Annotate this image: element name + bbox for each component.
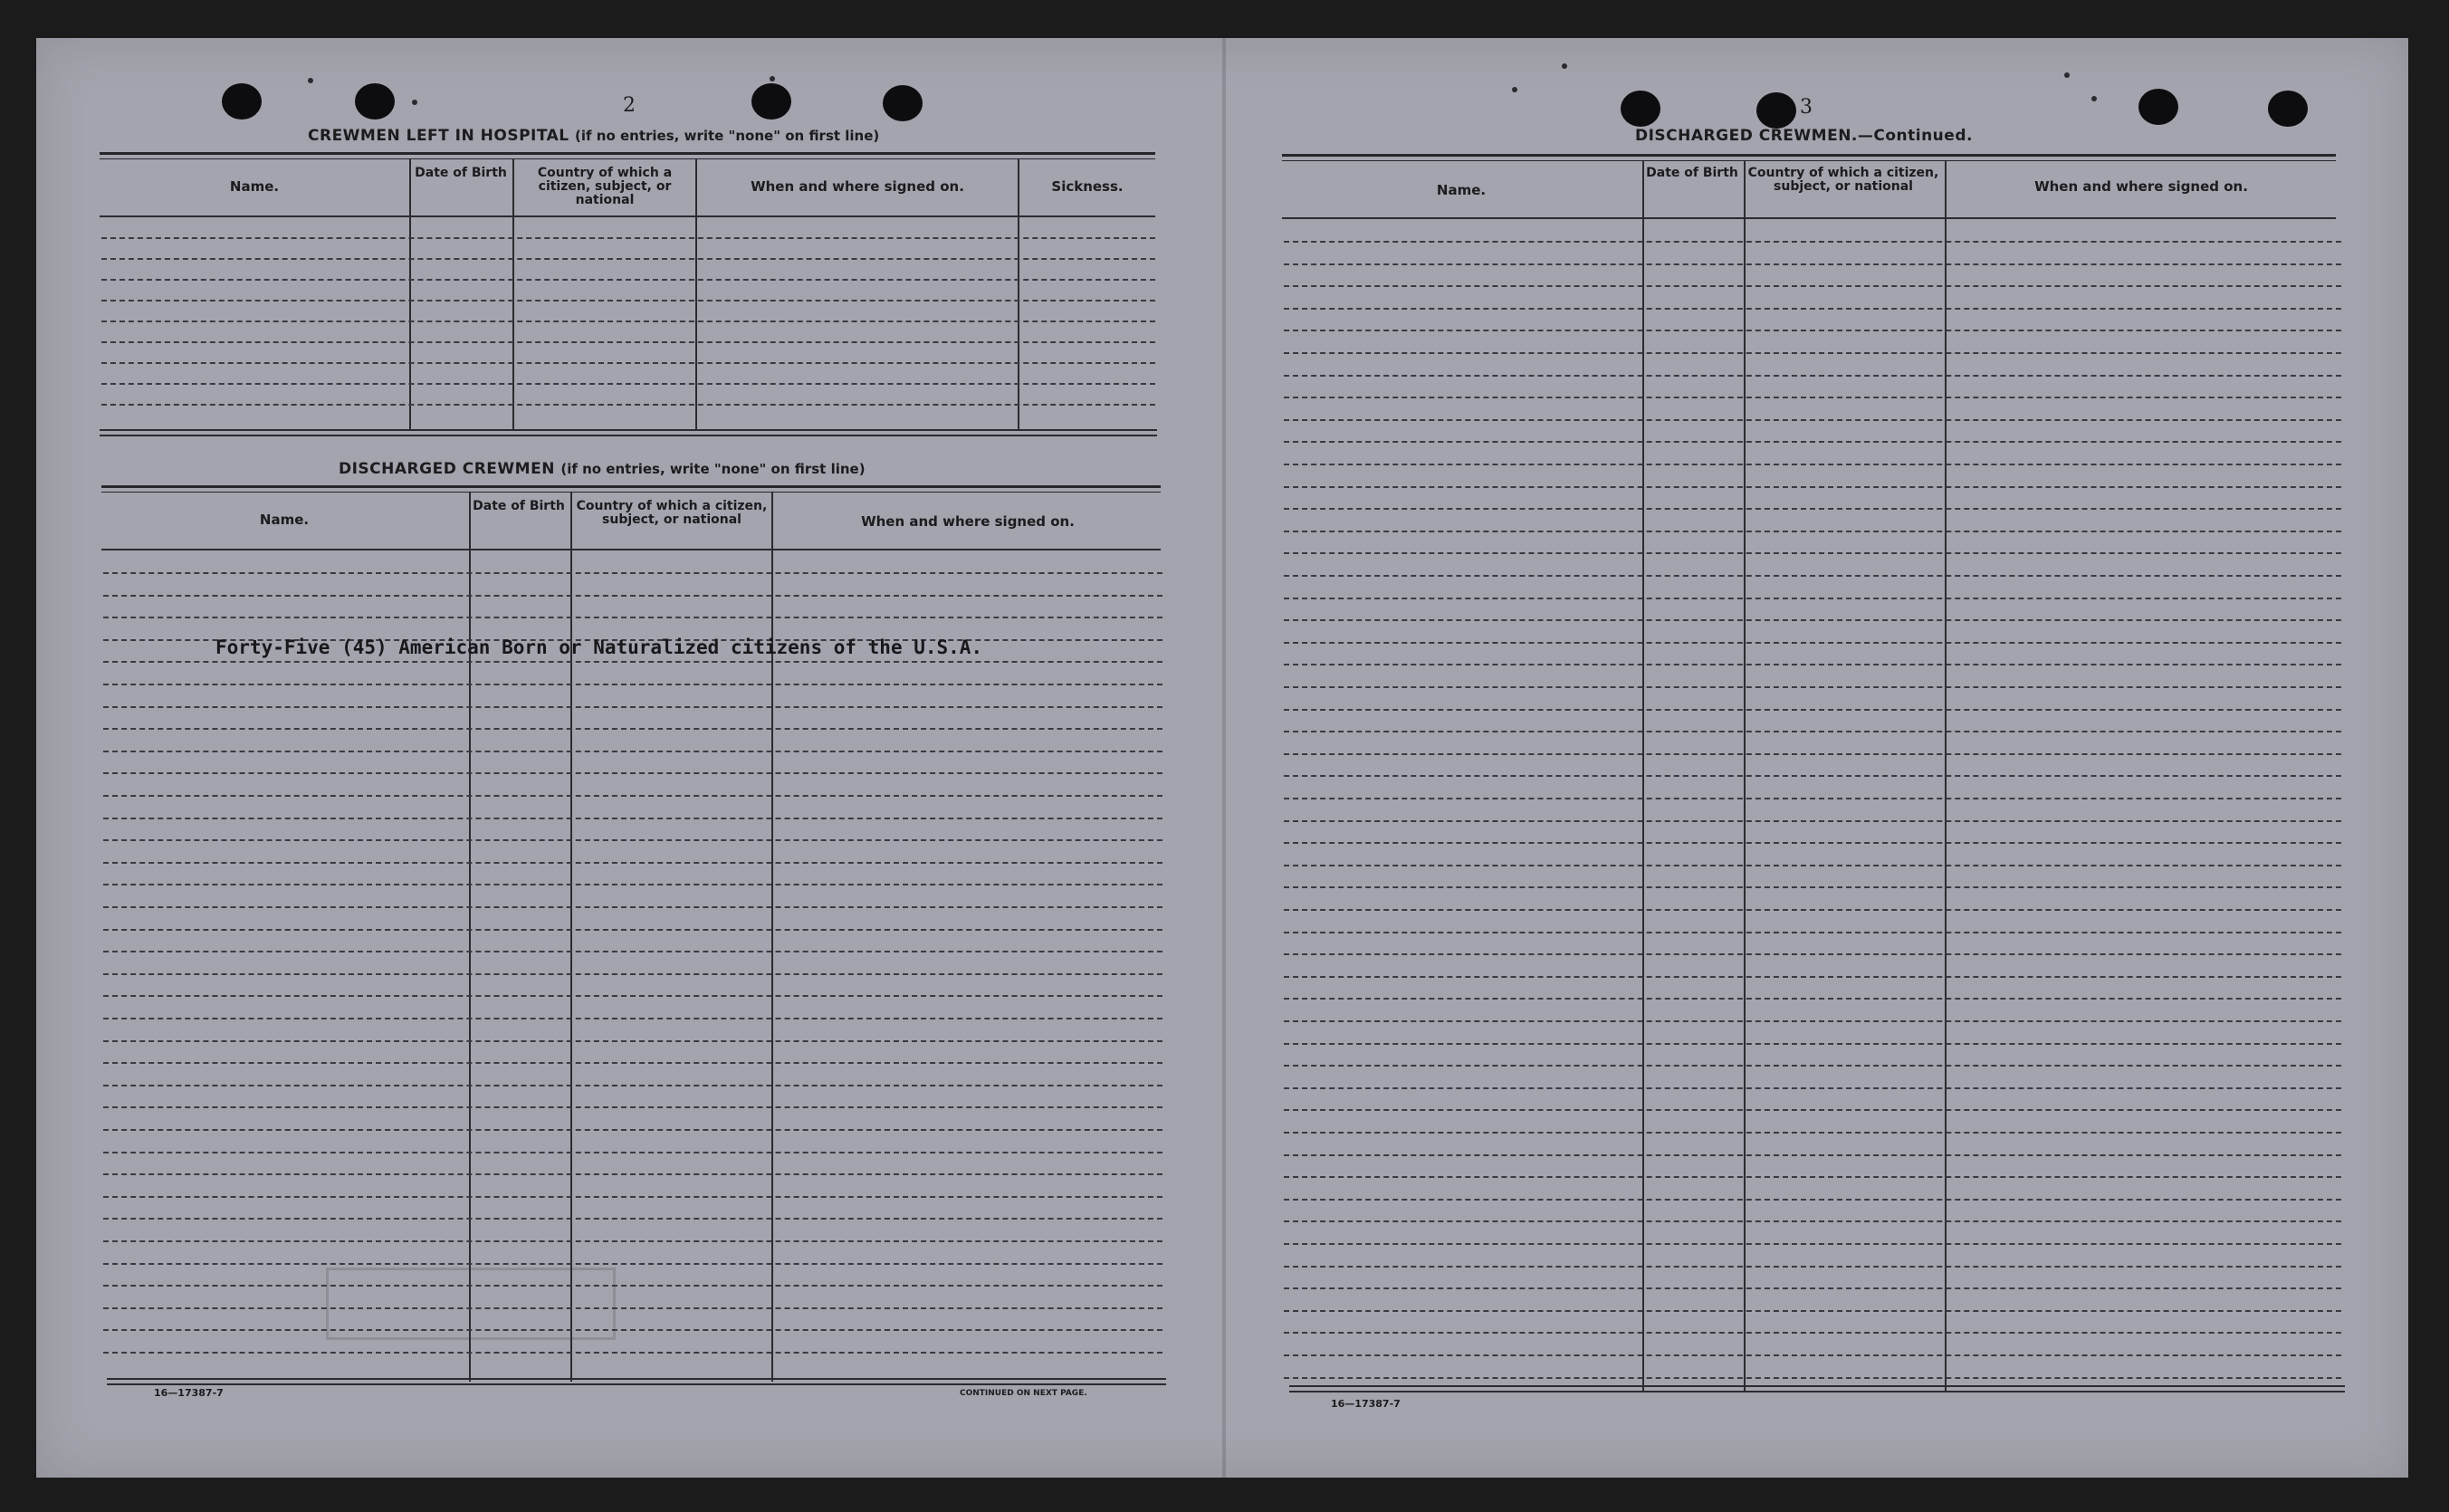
ruled-line [1284, 352, 2341, 354]
ruled-line [1284, 263, 2341, 265]
ruled-line [103, 839, 1162, 841]
speck [1512, 87, 1517, 92]
discharged-header-dob: Date of Birth [473, 499, 565, 513]
ruled-line [1284, 686, 2341, 688]
ruled-line [1284, 1132, 2341, 1134]
discharged-col-divider [469, 493, 471, 1382]
ruled-line [103, 595, 1162, 597]
hospital-col-divider [512, 159, 514, 431]
ruled-line [103, 1263, 1162, 1265]
ruled-line [103, 1040, 1162, 1042]
speck [412, 100, 417, 105]
ruled-line [103, 1352, 1162, 1354]
ruled-line [103, 995, 1162, 997]
ruled-line [1284, 375, 2341, 377]
ruled-line [1284, 1065, 2341, 1067]
ruled-line [1284, 441, 2341, 443]
ruled-line [1284, 1176, 2341, 1178]
ruled-line [1284, 798, 2341, 799]
ruled-line [103, 973, 1162, 975]
ruled-line [1284, 709, 2341, 711]
ruled-line [1284, 486, 2341, 488]
ruled-line [103, 1152, 1162, 1153]
ruled-line [1284, 330, 2341, 331]
ruled-line [1284, 531, 2341, 532]
hospital-row-line [101, 404, 1155, 406]
ruled-line [1284, 842, 2341, 844]
ruled-line [1284, 598, 2341, 599]
ruled-line [1284, 1354, 2341, 1356]
ruled-line [103, 1329, 1162, 1331]
ruled-line [1284, 1087, 2341, 1089]
ruled-line [103, 862, 1162, 864]
ruled-line [1284, 508, 2341, 510]
punch-hole [355, 83, 395, 120]
punch-hole [1756, 92, 1796, 129]
ruled-line [1284, 1220, 2341, 1222]
ruled-line [1284, 1020, 2341, 1022]
ruled-line [1284, 775, 2341, 777]
ruled-line [103, 951, 1162, 952]
ruled-line [1284, 753, 2341, 755]
discharged-continued-title: DISCHARGED CREWMEN.—Continued. [1635, 127, 1973, 145]
ruled-line [1284, 1332, 2341, 1334]
ruled-line [103, 1062, 1162, 1064]
discharged-col-divider [771, 493, 773, 1382]
hospital-header-dob: Date of Birth [415, 166, 507, 180]
hospital-header-name: Name. [229, 178, 280, 195]
hospital-row-line [101, 258, 1155, 260]
discharged-col-divider [570, 493, 572, 1382]
page-fold [1222, 38, 1226, 1478]
hospital-title-note: (if no entries, write "none" on first line) [575, 128, 880, 144]
right-header-name: Name. [1436, 182, 1487, 198]
discharged-header-name: Name. [259, 512, 310, 528]
continued-note: CONTINUED ON NEXT PAGE. [960, 1389, 1087, 1398]
speck [2064, 72, 2070, 78]
ruled-line [1284, 619, 2341, 621]
ruled-line [103, 661, 1162, 663]
ruled-line [1284, 1266, 2341, 1268]
discharged-bottom-rule [107, 1378, 1166, 1380]
ruled-line [1284, 464, 2341, 465]
ruled-line [1284, 1377, 2341, 1379]
ruled-line [1284, 886, 2341, 888]
hospital-header-signed: When and where signed on. [751, 178, 964, 195]
hospital-bottom-rule [100, 429, 1157, 431]
discharged-header-signed: When and where signed on. [861, 513, 1075, 530]
speck [770, 76, 775, 81]
ruled-line [1284, 731, 2341, 732]
hospital-header-country: Country of which a citizen, subject, or national [537, 166, 673, 207]
speck [308, 78, 313, 83]
ruled-line [1284, 552, 2341, 554]
ruled-line [103, 1085, 1162, 1086]
ruled-line [1284, 397, 2341, 398]
hospital-top-rule [100, 152, 1155, 155]
ruled-line [1284, 642, 2341, 644]
hospital-row-line [101, 321, 1155, 322]
ruled-line [1284, 285, 2341, 287]
hospital-col-divider [409, 159, 411, 431]
discharged-header-country: Country of which a citizen, subject, or national [576, 499, 768, 527]
ruled-line [103, 795, 1162, 797]
page-number-right: 3 [1800, 96, 1813, 119]
speck [1562, 63, 1567, 69]
discharged-header-rule [101, 549, 1161, 550]
form-number-left: 16—17387-7 [154, 1387, 224, 1399]
right-header-dob: Date of Birth [1646, 166, 1738, 180]
form-number-right: 16—17387-7 [1331, 1398, 1401, 1410]
hospital-col-divider [1018, 159, 1019, 431]
right-header-country: Country of which a citizen, subject, or national [1747, 166, 1939, 194]
ruled-line [1284, 865, 2341, 866]
ruled-line [1284, 1043, 2341, 1045]
hospital-section-title [308, 127, 879, 145]
hospital-row-line [101, 300, 1155, 301]
ruled-line [103, 706, 1162, 708]
ruled-line [1284, 932, 2341, 933]
ruled-line [1284, 419, 2341, 421]
ruled-line [103, 1196, 1162, 1198]
ruled-line [1284, 820, 2341, 822]
hospital-bottom-rule [100, 435, 1157, 436]
ruled-line [1284, 308, 2341, 310]
right-header-signed: When and where signed on. [2034, 178, 2248, 195]
page-number-left: 2 [623, 94, 636, 117]
right-header-rule [1282, 217, 2336, 219]
punch-hole [222, 83, 262, 120]
hospital-row-line [101, 237, 1155, 239]
ruled-line [103, 818, 1162, 819]
ruled-line [103, 1218, 1162, 1220]
faded-date-stamp [326, 1268, 616, 1340]
discharged-section-title [339, 460, 866, 478]
discharged-top-rule [101, 485, 1161, 488]
hospital-row-line [101, 383, 1155, 385]
ruled-line [1284, 1287, 2341, 1289]
ruled-line [103, 1106, 1162, 1108]
punch-hole [883, 85, 923, 121]
right-bottom-rule [1289, 1385, 2345, 1387]
right-top-rule [1282, 154, 2336, 157]
ruled-line [103, 884, 1162, 885]
ruled-line [1284, 976, 2341, 978]
ruled-line [103, 1018, 1162, 1019]
ruled-line [103, 772, 1162, 774]
ruled-line [1284, 1243, 2341, 1245]
hospital-row-line [101, 341, 1155, 343]
ruled-line [103, 1173, 1162, 1175]
discharged-title-text: DISCHARGED CREWMEN [339, 460, 555, 478]
discharged-entry-text: Forty-Five (45) American Born or Naturalized citizens of the U.S.A. [215, 636, 983, 658]
hospital-title-text: CREWMEN LEFT IN HOSPITAL [308, 127, 569, 145]
discharged-title-note: (if no entries, write "none" on first line) [560, 461, 866, 477]
discharged-bottom-rule [107, 1383, 1166, 1385]
speck [2091, 96, 2097, 101]
ruled-line [103, 684, 1162, 685]
hospital-header-sickness: Sickness. [1051, 178, 1124, 195]
punch-hole [2268, 91, 2308, 127]
hospital-row-line [101, 279, 1155, 281]
hospital-row-line [101, 362, 1155, 364]
ruled-line [1284, 575, 2341, 577]
ruled-line [103, 1240, 1162, 1242]
hospital-col-divider [695, 159, 697, 431]
ruled-line [1284, 1154, 2341, 1156]
ruled-line [1284, 664, 2341, 665]
punch-hole [1621, 91, 1660, 127]
ruled-line [1284, 998, 2341, 1000]
ruled-line [103, 728, 1162, 730]
punch-hole [751, 83, 791, 120]
ruled-line [1284, 953, 2341, 955]
ruled-line [103, 572, 1162, 574]
ruled-line [103, 1285, 1162, 1287]
ruled-line [103, 1129, 1162, 1131]
hospital-header-rule [100, 215, 1155, 217]
ruled-line [1284, 1199, 2341, 1201]
ruled-line [103, 929, 1162, 931]
ruled-line [103, 1307, 1162, 1309]
ruled-line [1284, 1109, 2341, 1111]
ruled-line [103, 906, 1162, 908]
ruled-line [1284, 241, 2341, 243]
ruled-line [103, 617, 1162, 618]
ruled-line [103, 751, 1162, 752]
ruled-line [1284, 1310, 2341, 1312]
right-bottom-rule [1289, 1391, 2345, 1392]
punch-hole [2138, 89, 2178, 125]
ruled-line [1284, 909, 2341, 911]
